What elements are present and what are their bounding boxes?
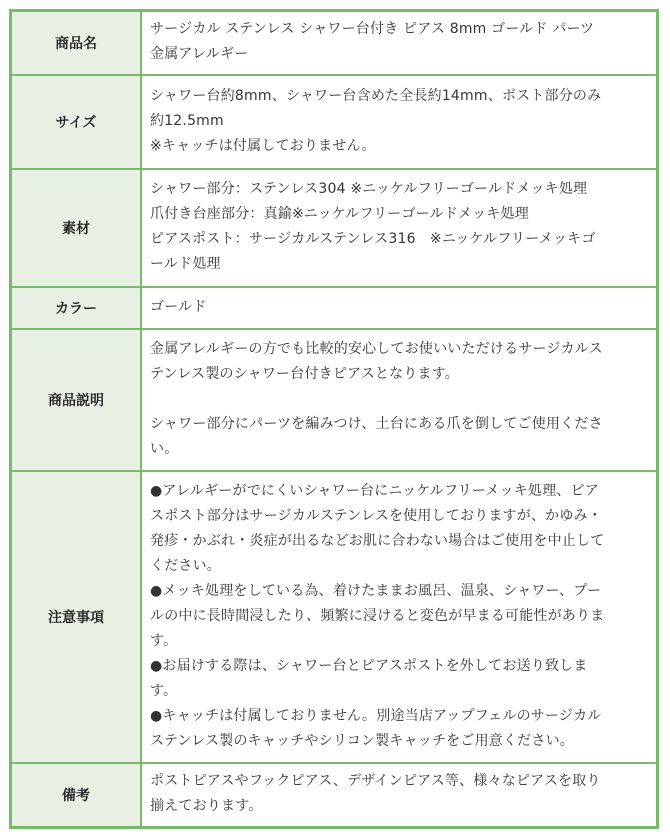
spec-row-notes	[11, 471, 657, 763]
value-line: ●メッキ処理をしている為、着けたままお風呂、温泉、シャワー、プー	[150, 582, 602, 599]
spec-label: 備考	[11, 763, 141, 827]
spec-row-remarks	[11, 763, 657, 827]
value-line: ●キャッチは付属しておりません。別途当店アップフェルのサージカル	[150, 707, 602, 724]
spec-row-size	[11, 75, 657, 169]
spec-value	[141, 471, 657, 763]
spec-row-material	[11, 169, 657, 287]
spec-row-product-name	[11, 11, 657, 75]
product-spec-table	[9, 9, 659, 829]
spec-value	[141, 75, 657, 169]
value-line: シャワー部分にパーツを編みつけ、土台にある爪を倒してご使用くださ	[150, 415, 603, 432]
value-line: 金属アレルギー	[150, 46, 249, 62]
value-line: サージカル ステンレス シャワー台付き ピアス 8mm ゴールド パーツ	[150, 21, 595, 37]
spec-label: 商品名	[11, 11, 141, 75]
value-line: スポスト部分はサージカルステンレスを使用しておりますが、かゆみ・	[150, 507, 602, 524]
value-line: い。	[150, 440, 179, 457]
value-line: ールド処理	[150, 256, 221, 272]
value-line: 爪付き台座部分：真鍮※ニッケルフリーゴールドメッキ処理	[150, 206, 529, 222]
value-line: 発疹・かぶれ・炎症が出るなどお肌に合わない場合はご使用を中止して	[150, 532, 605, 549]
spec-value	[141, 763, 657, 827]
spec-label: サイズ	[11, 75, 141, 169]
value-line: シャワー台約8mm、シャワー台含めた全長約14mm、ボスト部分のみ	[150, 87, 602, 104]
value-line: シャワー部分：ステンレス304 ※ニッケルフリーゴールドメッキ処理	[150, 181, 588, 197]
spec-label: カラー	[11, 287, 141, 329]
value-line: ゴールド	[150, 298, 207, 315]
value-line: ●アレルギーがでにくいシャワー台にニッケルフリーメッキ処理、ピア	[150, 482, 599, 499]
spec-label: 素材	[11, 169, 141, 287]
spec-value	[141, 287, 657, 329]
spec-value	[141, 329, 657, 471]
value-line: ください。	[150, 557, 221, 574]
value-line: 揃えております。	[150, 798, 263, 814]
spec-row-color	[11, 287, 657, 329]
value-line: ●お届けする際は、シャワー台とピアスポストを外してお送り致しま	[150, 657, 588, 674]
value-line: 約12.5mm	[150, 112, 224, 129]
value-line: テンレス製のシャワー台付きピアスとなります。	[150, 365, 459, 382]
spec-row-description	[11, 329, 657, 471]
value-line: ピアスポスト：サージカルステンレス316 ※ニッケルフリーメッキゴ	[150, 231, 596, 247]
value-line: す。	[150, 632, 178, 649]
value-line: ※キャッチは付属しておりません。	[150, 137, 376, 154]
spec-value	[141, 169, 657, 287]
value-line: ルの中に長時間浸したり、頻繁に浸けると変色が早まる可能性がありま	[150, 607, 605, 624]
value-line: す。	[150, 682, 178, 699]
spec-label: 注意事項	[11, 471, 141, 763]
spec-label: 商品説明	[11, 329, 141, 471]
value-line: ポストピアスやフックピアス、デザインピアス等、様々なピアスを取り	[150, 773, 601, 789]
value-line: 金属アレルギーの方でも比較的安心してお使いいただけるサージカルス	[150, 340, 603, 357]
paragraph-gap	[150, 387, 650, 412]
value-line: ステンレス製のキャッチやシリコン製キャッチをご用意ください。	[150, 732, 574, 749]
spec-value	[141, 11, 657, 75]
